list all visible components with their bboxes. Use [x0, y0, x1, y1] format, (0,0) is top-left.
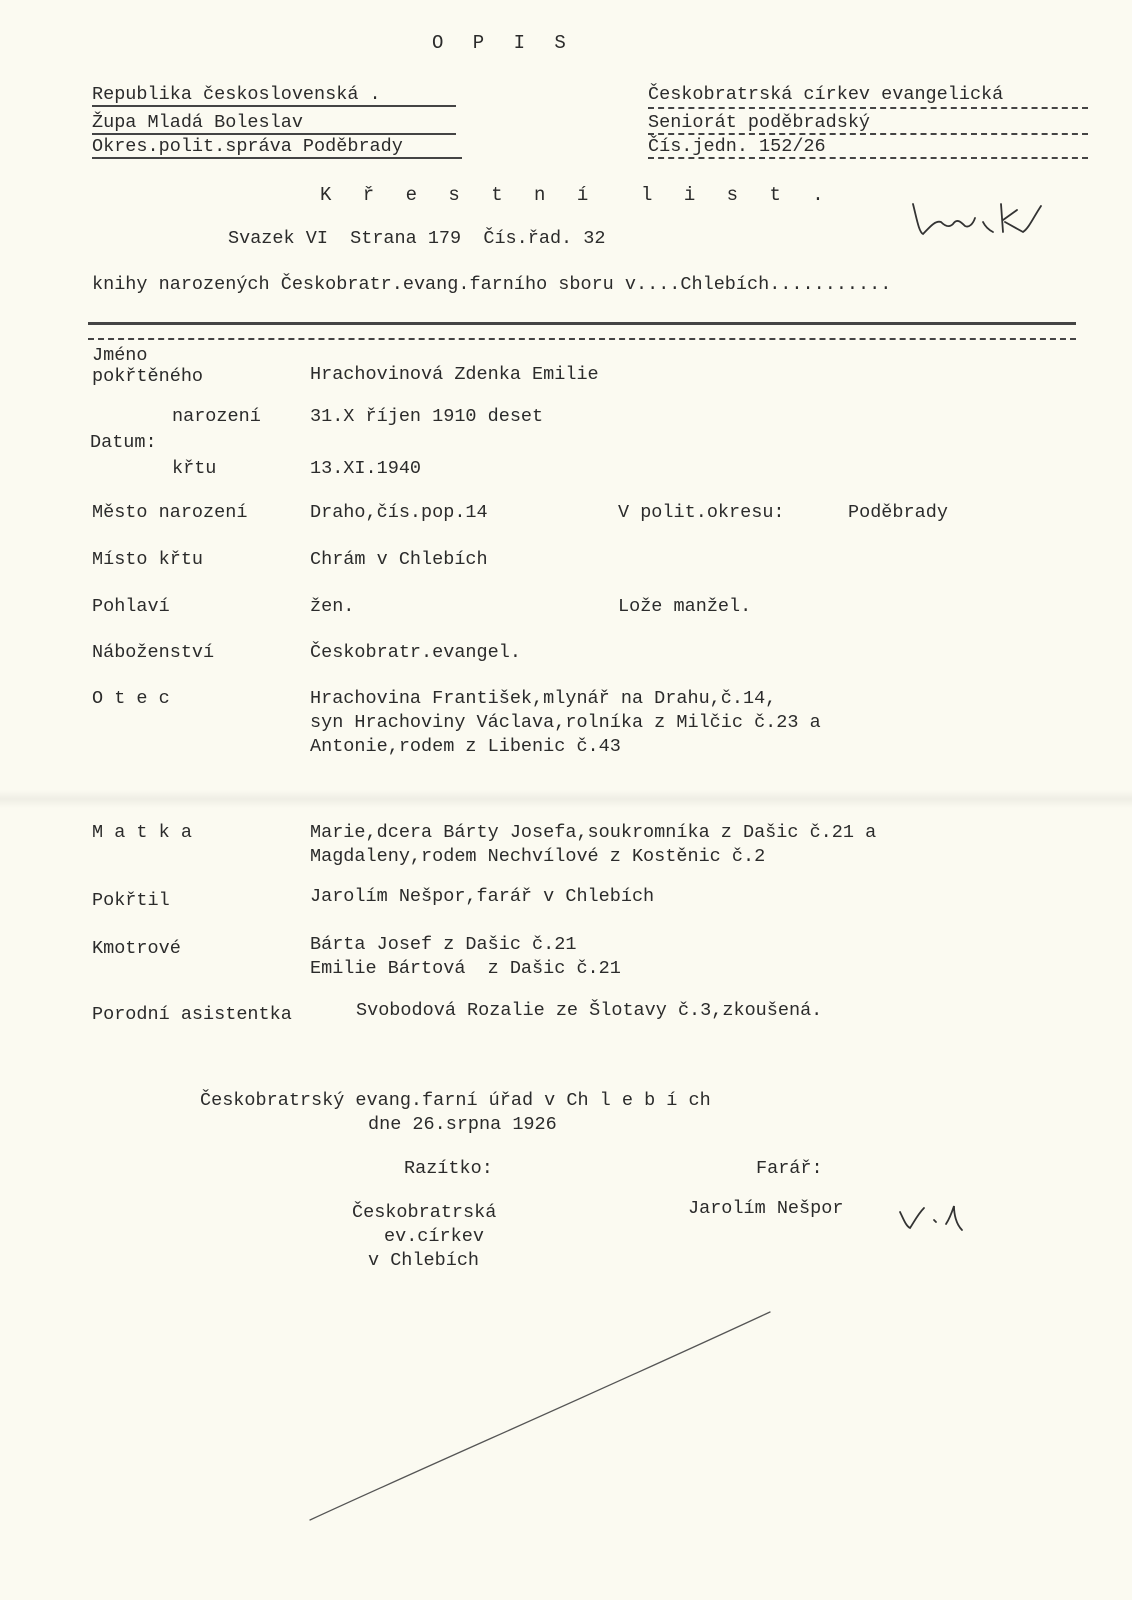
stamp-line-2: ev.církev [384, 1226, 484, 1247]
baptism-place-label: Místo křtu [92, 549, 204, 570]
name-value: Hrachovinová Zdenka Emilie [310, 364, 599, 385]
date-label: Datum: [90, 432, 157, 453]
father-line-1: Hrachovina František,mlynář na Drahu,č.14, [310, 688, 777, 709]
register-reference: Svazek VI Strana 179 Čís.řad. 32 [228, 228, 606, 249]
underline [92, 157, 462, 159]
handwritten-note [905, 198, 1045, 240]
stamp-label: Razítko: [404, 1158, 493, 1179]
underline [92, 133, 456, 135]
right-header-line-1: Českobratrská církev evangelická [648, 84, 1004, 105]
district-value: Poděbrady [848, 502, 948, 523]
dashed-rule [648, 157, 1088, 159]
religion-value: Českobratr.evangel. [310, 642, 521, 663]
baptism-label: křtu [172, 458, 217, 479]
sex-value: žen. [310, 596, 355, 617]
midwife-value: Svobodová Rozalie ze Šlotavy č.3,zkoušená. [356, 1000, 823, 1021]
father-line-2: syn Hrachoviny Václava,rolníka z Milčic č.23 a [310, 712, 821, 733]
mother-label: M a t k a [92, 822, 192, 843]
birth-label: narození [172, 406, 261, 427]
name-label: Jméno [92, 345, 148, 366]
pastor-name: Jarolím Nešpor [688, 1198, 844, 1219]
underline [92, 105, 456, 107]
mother-line-2: Magdaleny,rodem Nechvílové z Kostěnic č.2 [310, 846, 766, 867]
dashed-rule [648, 133, 1088, 135]
birthplace-value: Draho,čís.pop.14 [310, 502, 488, 523]
left-header-line-3: Okres.polit.správa Poděbrady [92, 136, 403, 157]
handwritten-initials [896, 1200, 976, 1236]
sex-label: Pohlaví [92, 596, 170, 617]
baptism-date-value: 13.XI.1940 [310, 458, 422, 479]
baptized-by-value: Jarolím Nešpor,farář v Chlebích [310, 886, 655, 907]
separator-rule [88, 322, 1076, 325]
mother-line-1: Marie,dcera Bárty Josefa,soukromníka z Dašic č.21 a [310, 822, 877, 843]
issuing-office: Českobratrský evang.farní úřad v Ch l e b í ch [200, 1090, 711, 1111]
birth-date-value: 31.X říjen 1910 deset [310, 406, 544, 427]
heading: O P I S [432, 32, 575, 54]
left-header-line-1: Republika československá . [92, 84, 381, 105]
dashed-rule [648, 107, 1088, 109]
register-line: knihy narozených Českobratr.evang.farního sboru v....Chlebích........... [92, 274, 892, 295]
diagonal-cancel-line [300, 1300, 800, 1530]
separator-rule [88, 338, 1076, 340]
father-label: O t e c [92, 688, 170, 709]
stamp-line-1: Českobratrská [352, 1202, 497, 1223]
district-label: V polit.okresu: [618, 502, 785, 523]
birthplace-label: Město narození [92, 502, 248, 523]
midwife-label: Porodní asistentka [92, 1004, 292, 1025]
name-label-2: pokřtěného [92, 366, 204, 387]
stamp-line-3: v Chlebích [368, 1250, 480, 1271]
right-header-line-3: Čís.jedn. 152/26 [648, 136, 826, 157]
bed-value: Lože manžel. [618, 596, 752, 617]
document-title: K ř e s t n í l i s t . [320, 184, 834, 206]
paper-fold [0, 790, 1132, 808]
godparents-line-1: Bárta Josef z Dašic č.21 [310, 934, 577, 955]
left-header-line-2: Župa Mladá Boleslav [92, 112, 303, 133]
godparents-label: Kmotrové [92, 938, 181, 959]
father-line-3: Antonie,rodem z Libenic č.43 [310, 736, 621, 757]
pastor-label: Farář: [756, 1158, 823, 1179]
godparents-line-2: Emilie Bártová z Dašic č.21 [310, 958, 621, 979]
right-header-line-2: Seniorát poděbradský [648, 112, 871, 133]
baptism-place-value: Chrám v Chlebích [310, 549, 488, 570]
baptized-by-label: Pokřtil [92, 890, 170, 911]
issue-date: dne 26.srpna 1926 [368, 1114, 557, 1135]
religion-label: Náboženství [92, 642, 215, 663]
